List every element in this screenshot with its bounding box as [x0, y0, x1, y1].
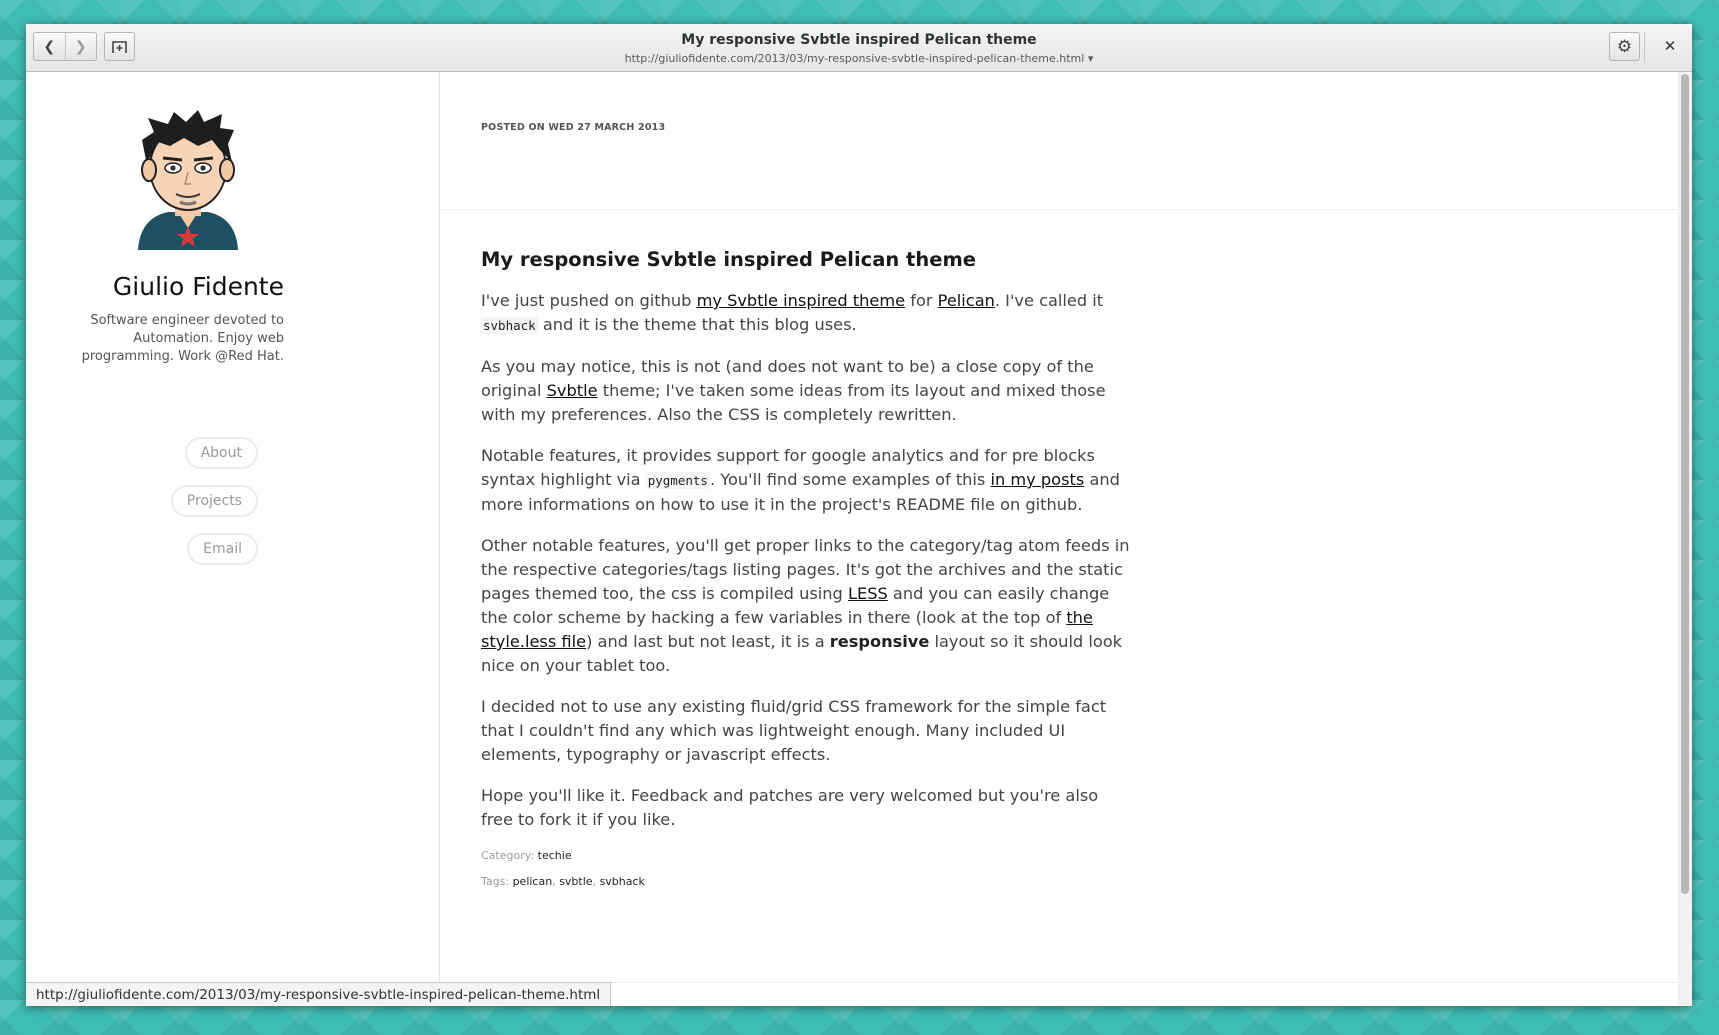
tags-label: Tags:: [481, 875, 513, 888]
text: for: [905, 291, 938, 310]
paragraph-1: [481, 289, 1131, 338]
text: Notable features, it provides support for google analytics and for pre blocks syntax highlight via: [481, 446, 1095, 489]
code-pygments: pygments: [647, 473, 708, 488]
header-separator: [1644, 32, 1645, 62]
tags-line: [481, 875, 1131, 888]
emphasis-responsive: responsive: [829, 632, 930, 651]
article: [481, 248, 1131, 901]
link-style-less[interactable]: the style.less file: [481, 608, 1093, 651]
link-less[interactable]: LESS: [847, 584, 888, 603]
nav-email[interactable]: Email: [187, 533, 258, 565]
text: . I've called it: [994, 291, 1104, 310]
text: and it is the theme that this blog uses.: [537, 315, 857, 334]
paragraph-4: [481, 534, 1131, 678]
article-title: My responsive Svbtle inspired Pelican theme: [481, 248, 976, 271]
link-pelican[interactable]: Pelican: [937, 291, 995, 310]
site-name[interactable]: Giulio Fidente: [112, 272, 284, 301]
close-button[interactable]: [1658, 34, 1682, 58]
main-column: [440, 72, 1678, 1006]
scrollbar-thumb[interactable]: [1681, 74, 1689, 894]
tag-separator: ,: [552, 875, 560, 888]
tag-link[interactable]: svbhack: [599, 875, 645, 888]
vertical-scrollbar[interactable]: [1678, 72, 1692, 1006]
paragraph-2: [481, 355, 1131, 427]
tag-separator: ,: [592, 875, 600, 888]
text: I've just pushed on github: [481, 291, 697, 310]
category-link[interactable]: techie: [537, 849, 572, 862]
tag-link[interactable]: pelican: [512, 875, 553, 888]
paragraph-6: Hope you'll like it. Feedback and patches are very welcomed but you're also free to fork it if you like.: [481, 786, 1099, 829]
sidebar: [26, 72, 440, 1006]
avatar: [128, 110, 248, 250]
tag-link[interactable]: svbtle: [559, 875, 593, 888]
post-date: POSTED ON WED 27 MARCH 2013: [481, 122, 666, 133]
link-in-my-posts[interactable]: in my posts: [990, 470, 1085, 489]
header-bar: [26, 24, 1692, 72]
text: Other notable features, you'll get proper links to the category/tag atom feeds in the respective categories/tags listing pages. It's got the archives and the static pages themed too, the css is compiled using: [481, 536, 1130, 603]
forward-icon: ❯: [74, 38, 87, 55]
text: theme; I've taken some ideas from its layout and mixed those with my preferences. Also the CSS is completely rewritten.: [481, 381, 1106, 424]
text: . You'll find some examples of this: [709, 470, 991, 489]
text: ) and last but not least, it is a: [586, 632, 830, 651]
top-divider: [440, 209, 1678, 210]
web-content: [26, 72, 1692, 1006]
url-display[interactable]: http://giuliofidente.com/2013/03/my-responsive-svbtle-inspired-pelican-theme.html ▾: [624, 52, 1094, 65]
paragraph-5: I decided not to use any existing fluid/grid CSS framework for the simple fact that I couldn't find any which was lightweight enough. Many included UI elements, typography or javascript effects.: [481, 697, 1107, 764]
nav-projects[interactable]: Projects: [171, 485, 258, 517]
settings-button[interactable]: [1609, 32, 1640, 61]
text: and more informations on how to use it in the project's README file on github.: [481, 470, 1120, 514]
category-label: Category:: [481, 849, 538, 862]
back-icon: ❮: [43, 38, 56, 55]
bottom-divider: [440, 982, 1678, 983]
text: As you may notice, this is not (and does not want to be) a close copy of the original: [481, 357, 1094, 400]
paragraph-3: [481, 444, 1131, 517]
text: and you can easily change the color scheme by hacking a few variables in there (look at the top of: [481, 584, 1110, 627]
browser-window: [26, 24, 1692, 1006]
link-svbtle[interactable]: Svbtle: [546, 381, 598, 400]
site-description: Software engineer devoted to Automation. Enjoy web programming. Work @Red Hat.: [81, 313, 284, 364]
code-svbhack: svbhack: [483, 318, 536, 333]
category-line: [481, 849, 1131, 862]
link-status-overlay: http://giuliofidente.com/2013/03/my-responsive-svbtle-inspired-pelican-theme.html: [26, 982, 611, 1006]
window-title: My responsive Svbtle inspired Pelican theme: [681, 32, 1037, 48]
nav-about[interactable]: About: [185, 437, 258, 469]
close-icon: ✕: [1663, 37, 1677, 55]
text: layout so it should look nice on your tablet too.: [481, 632, 1123, 675]
gear-icon: ⚙: [1616, 36, 1633, 57]
link-svbtle-theme[interactable]: my Svbtle inspired theme: [696, 291, 906, 310]
